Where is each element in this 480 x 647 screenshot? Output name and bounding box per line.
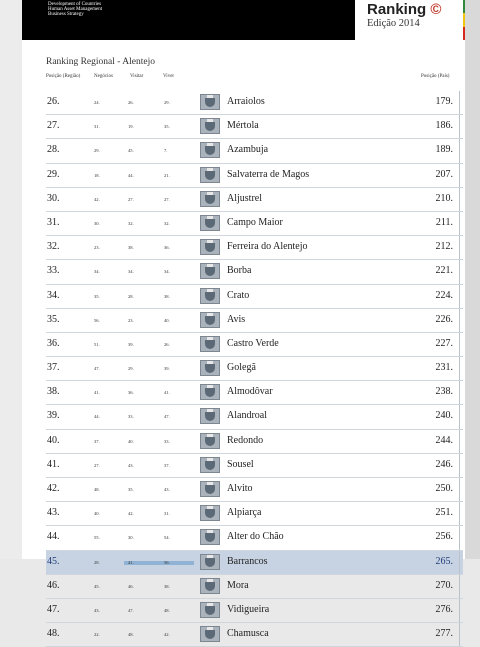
visitar-rank: 30. xyxy=(128,535,134,541)
regional-position: 29. xyxy=(47,168,60,180)
visitar-rank: 44. xyxy=(128,172,134,178)
regional-position: 46. xyxy=(47,579,60,591)
visitar-rank: 33. xyxy=(128,414,134,420)
column-divider xyxy=(459,454,460,477)
national-position: 211. xyxy=(435,216,453,228)
coat-of-arms-shield xyxy=(200,167,220,183)
column-divider xyxy=(459,623,460,646)
national-position: 221. xyxy=(435,265,453,277)
regional-position: 42. xyxy=(47,483,60,494)
negocios-rank: 48. xyxy=(94,487,100,492)
coat-of-arms-icon xyxy=(199,457,221,473)
municipality-name: Borba xyxy=(227,265,252,277)
national-position: 207. xyxy=(435,168,453,180)
municipality-name: Alter do Chão xyxy=(227,531,284,543)
negocios-rank: 43. xyxy=(94,607,100,613)
national-position: 256. xyxy=(435,531,453,543)
regional-position: 45. xyxy=(47,555,60,567)
coat-of-arms-shield xyxy=(200,94,220,110)
column-divider xyxy=(459,164,460,187)
page-margin-left xyxy=(0,0,22,559)
coat-of-arms-icon xyxy=(199,626,221,642)
column-divider xyxy=(459,188,460,211)
negocios-rank: 55. xyxy=(94,535,100,541)
national-position: 276. xyxy=(435,603,453,615)
negocios-rank: 30. xyxy=(94,220,100,226)
viver-rank: 41. xyxy=(164,390,170,396)
table-row xyxy=(46,236,463,260)
coat-of-arms-shield xyxy=(200,457,220,473)
regional-position: 35. xyxy=(47,313,60,325)
coat-of-arms-shield xyxy=(200,191,220,207)
column-divider xyxy=(459,115,460,138)
visitar-rank: 26. xyxy=(128,100,134,105)
visitar-rank: 19. xyxy=(128,124,134,130)
viver-rank: 33. xyxy=(164,438,170,444)
col-header-national: Posição (País) xyxy=(421,74,450,79)
table-row xyxy=(46,285,463,309)
negocios-rank: 45. xyxy=(94,583,100,589)
column-divider xyxy=(459,478,460,501)
regional-position: 36. xyxy=(47,337,60,349)
national-position: 224. xyxy=(435,289,453,301)
viver-rank: 32. xyxy=(164,220,170,226)
regional-position: 34. xyxy=(47,289,60,301)
coat-of-arms-icon xyxy=(199,408,221,424)
national-position: 238. xyxy=(435,386,453,398)
visitar-rank: 43. xyxy=(128,462,134,468)
column-divider xyxy=(459,502,460,525)
regional-position: 48. xyxy=(47,628,60,640)
column-divider xyxy=(459,236,460,259)
visitar-rank: 40. xyxy=(128,438,134,444)
visitar-rank: 28. xyxy=(128,293,134,299)
regional-position: 37. xyxy=(47,362,60,374)
municipality-name: Azambuja xyxy=(227,144,269,156)
column-divider xyxy=(459,285,460,308)
col-header-viver: Viver xyxy=(163,74,175,79)
table-row xyxy=(46,357,463,381)
viver-rank: 40. xyxy=(164,317,170,323)
national-position: 227. xyxy=(435,337,453,349)
brand-title xyxy=(367,1,441,18)
national-position: 270. xyxy=(435,579,453,591)
national-position: 210. xyxy=(435,192,453,204)
visitar-rank: 27. xyxy=(128,196,134,202)
column-divider xyxy=(459,212,460,235)
coat-of-arms-icon xyxy=(199,142,221,158)
visitar-rank: 42. xyxy=(128,511,134,517)
table-row xyxy=(46,139,463,163)
table-row xyxy=(46,381,463,405)
brand-name: Ranking xyxy=(367,1,427,18)
viver-rank: 43. xyxy=(164,487,170,492)
regional-position: 44. xyxy=(47,531,60,543)
negocios-rank: 24. xyxy=(94,100,100,105)
national-position: 226. xyxy=(435,313,453,325)
col-header-regional: Posição (Região) xyxy=(46,74,81,79)
table-row xyxy=(46,164,463,188)
coat-of-arms-shield xyxy=(200,626,220,642)
visitar-rank: 34. xyxy=(128,269,134,275)
regional-position: 27. xyxy=(47,120,60,132)
national-position: 251. xyxy=(435,507,453,519)
national-position: 240. xyxy=(435,410,453,422)
viver-rank: 38. xyxy=(164,293,170,299)
municipality-name: Aljustrel xyxy=(227,192,262,204)
flag-stripe xyxy=(463,13,465,26)
regional-position: 30. xyxy=(47,192,60,204)
coat-of-arms-shield xyxy=(200,118,220,134)
viver-rank: 35. xyxy=(164,124,170,130)
visitar-rank: 32. xyxy=(128,220,134,226)
municipality-name: Alandroal xyxy=(227,410,267,422)
coat-of-arms-icon xyxy=(199,215,221,231)
municipality-name: Vidigueira xyxy=(227,603,270,615)
section-title: Ranking Regional - Alentejo xyxy=(46,57,155,67)
municipality-name: Alvito xyxy=(227,483,253,494)
table-row xyxy=(46,599,463,623)
national-position: 179. xyxy=(435,96,453,107)
viver-rank: 38. xyxy=(164,583,170,589)
national-position: 250. xyxy=(435,483,453,494)
regional-position: 26. xyxy=(47,96,60,107)
negocios-rank: 31. xyxy=(94,124,100,130)
copyright-mark: © xyxy=(430,1,442,18)
negocios-rank: 47. xyxy=(94,366,100,372)
negocios-rank: 29. xyxy=(94,148,100,154)
regional-position: 47. xyxy=(47,603,60,615)
table-row xyxy=(46,551,463,575)
coat-of-arms-shield xyxy=(200,239,220,255)
municipality-name: Campo Maior xyxy=(227,216,283,228)
municipality-name: Avis xyxy=(227,313,246,325)
coat-of-arms-shield xyxy=(200,408,220,424)
visitar-rank: 46. xyxy=(128,583,134,589)
municipality-name: Chamusca xyxy=(227,628,269,640)
highlight-bar xyxy=(124,561,194,565)
municipality-name: Barrancos xyxy=(227,555,268,567)
regional-position: 32. xyxy=(47,241,60,253)
regional-position: 28. xyxy=(47,144,60,156)
negocios-rank: 22. xyxy=(94,632,100,638)
table-row xyxy=(46,575,463,599)
national-position: 265. xyxy=(435,555,453,567)
negocios-rank: 56. xyxy=(94,317,100,323)
coat-of-arms-icon xyxy=(199,529,221,545)
page-margin-right xyxy=(465,0,480,559)
coat-of-arms-shield xyxy=(200,384,220,400)
org-line: Development of Countries xyxy=(48,2,102,7)
col-header-visitar: Visitar xyxy=(130,74,144,79)
national-position: 212. xyxy=(435,241,453,253)
column-divider xyxy=(459,381,460,404)
coat-of-arms-icon xyxy=(199,191,221,207)
column-divider xyxy=(459,333,460,356)
regional-position: 39. xyxy=(47,410,60,422)
regional-position: 41. xyxy=(47,458,60,470)
coat-of-arms-shield xyxy=(200,505,220,521)
table-row xyxy=(46,430,463,454)
ranking-document xyxy=(22,0,465,640)
coat-of-arms-shield xyxy=(200,360,220,376)
visitar-rank: 23. xyxy=(128,317,134,323)
visitar-rank: 29. xyxy=(128,366,134,372)
coat-of-arms-shield xyxy=(200,554,220,570)
municipality-name: Golegã xyxy=(227,362,256,374)
visitar-rank: 45. xyxy=(128,148,134,154)
national-position: 231. xyxy=(435,362,453,374)
table-row xyxy=(46,526,463,550)
coat-of-arms-icon xyxy=(199,118,221,134)
negocios-rank: 41. xyxy=(94,390,100,396)
viver-rank: 7. xyxy=(164,148,168,154)
viver-rank: 39. xyxy=(164,366,170,372)
flag-stripe xyxy=(463,27,465,40)
coat-of-arms-shield xyxy=(200,481,220,497)
column-divider xyxy=(459,91,460,114)
negocios-rank: 34. xyxy=(94,269,100,275)
col-header-negocios: Negócios xyxy=(94,74,113,79)
org-line: Business Strategy xyxy=(48,12,84,18)
visitar-rank: 41. xyxy=(128,559,134,565)
coat-of-arms-icon xyxy=(199,360,221,376)
national-position: 277. xyxy=(435,628,453,640)
ranking-table xyxy=(46,91,463,647)
municipality-name: Arraiolos xyxy=(227,96,265,107)
viver-rank: 42. xyxy=(164,632,170,638)
table-row xyxy=(46,333,463,357)
regional-position: 33. xyxy=(47,265,60,277)
coat-of-arms-icon xyxy=(199,263,221,279)
column-divider xyxy=(459,139,460,162)
table-row xyxy=(46,478,463,502)
header-banner xyxy=(22,0,355,40)
edition-label: Edição 2014 xyxy=(367,18,420,29)
table-row xyxy=(46,212,463,236)
national-position: 244. xyxy=(435,434,453,446)
coat-of-arms-shield xyxy=(200,142,220,158)
table-row xyxy=(46,260,463,284)
coat-of-arms-icon xyxy=(199,433,221,449)
negocios-rank: 37. xyxy=(94,438,100,444)
viver-rank: 47. xyxy=(164,414,170,420)
coat-of-arms-icon xyxy=(199,578,221,594)
coat-of-arms-shield xyxy=(200,312,220,328)
table-row xyxy=(46,188,463,212)
municipality-name: Redondo xyxy=(227,434,264,446)
flag-stripe-icon xyxy=(463,0,465,40)
viver-rank: 34. xyxy=(164,269,170,275)
coat-of-arms-icon xyxy=(199,481,221,497)
negocios-rank: 35. xyxy=(94,293,100,299)
org-lines xyxy=(48,2,102,18)
coat-of-arms-icon xyxy=(199,312,221,328)
column-divider xyxy=(459,405,460,428)
viver-rank: 27. xyxy=(164,196,170,202)
negocios-rank: 18. xyxy=(94,172,100,178)
coat-of-arms-icon xyxy=(199,505,221,521)
visitar-rank: 38. xyxy=(128,245,134,251)
negocios-rank: 40. xyxy=(94,511,100,517)
coat-of-arms-icon xyxy=(199,167,221,183)
coat-of-arms-shield xyxy=(200,578,220,594)
viver-rank: 29. xyxy=(164,100,170,105)
coat-of-arms-shield xyxy=(200,336,220,352)
table-row xyxy=(46,502,463,526)
column-divider xyxy=(459,526,460,549)
column-divider xyxy=(459,260,460,283)
column-divider xyxy=(459,551,460,574)
coat-of-arms-shield xyxy=(200,263,220,279)
national-position: 189. xyxy=(435,144,453,156)
coat-of-arms-icon xyxy=(199,94,221,110)
municipality-name: Sousel xyxy=(227,458,254,470)
negocios-rank: 28. xyxy=(94,559,100,565)
municipality-name: Mora xyxy=(227,579,249,591)
viver-rank: 36. xyxy=(164,245,170,251)
negocios-rank: 23. xyxy=(94,245,100,251)
visitar-rank: 35. xyxy=(128,487,134,492)
coat-of-arms-shield xyxy=(200,433,220,449)
coat-of-arms-icon xyxy=(199,336,221,352)
municipality-name: Salvaterra de Magos xyxy=(227,168,310,180)
visitar-rank: 39. xyxy=(128,341,134,347)
table-row xyxy=(46,115,463,139)
national-position: 246. xyxy=(435,458,453,470)
visitar-rank: 47. xyxy=(128,607,134,613)
org-line: Human Asset Management xyxy=(48,7,103,13)
viver-rank: 26. xyxy=(164,341,170,347)
regional-position: 38. xyxy=(47,386,60,398)
coat-of-arms-icon xyxy=(199,239,221,255)
viver-rank: 56. xyxy=(164,559,170,565)
table-row xyxy=(46,623,463,647)
regional-position: 31. xyxy=(47,216,60,228)
negocios-rank: 44. xyxy=(94,414,100,420)
table-row xyxy=(46,454,463,478)
viver-rank: 31. xyxy=(164,511,170,517)
coat-of-arms-icon xyxy=(199,602,221,618)
negocios-rank: 27. xyxy=(94,462,100,468)
regional-position: 40. xyxy=(47,434,60,446)
negocios-rank: 42. xyxy=(94,196,100,202)
coat-of-arms-icon xyxy=(199,554,221,570)
table-row xyxy=(46,309,463,333)
viver-rank: 37. xyxy=(164,462,170,468)
national-position: 186. xyxy=(435,120,453,132)
column-divider xyxy=(459,357,460,380)
coat-of-arms-shield xyxy=(200,529,220,545)
negocios-rank: 51. xyxy=(94,341,100,347)
coat-of-arms-shield xyxy=(200,602,220,618)
viver-rank: 21. xyxy=(164,172,170,178)
column-divider xyxy=(459,575,460,598)
coat-of-arms-icon xyxy=(199,288,221,304)
municipality-name: Crato xyxy=(227,289,250,301)
viver-rank: 48. xyxy=(164,607,170,613)
visitar-rank: 36. xyxy=(128,390,134,396)
flag-stripe xyxy=(463,0,465,13)
municipality-name: Almodôvar xyxy=(227,386,273,398)
municipality-name: Alpiarça xyxy=(227,507,262,519)
column-divider xyxy=(459,599,460,622)
table-row xyxy=(46,91,463,115)
coat-of-arms-shield xyxy=(200,215,220,231)
regional-position: 43. xyxy=(47,507,60,519)
column-divider xyxy=(459,430,460,453)
visitar-rank: 48. xyxy=(128,632,134,638)
municipality-name: Castro Verde xyxy=(227,337,279,349)
viver-rank: 54. xyxy=(164,535,170,541)
municipality-name: Mértola xyxy=(227,120,259,132)
column-divider xyxy=(459,309,460,332)
coat-of-arms-icon xyxy=(199,384,221,400)
coat-of-arms-shield xyxy=(200,288,220,304)
table-row xyxy=(46,405,463,429)
municipality-name: Ferreira do Alentejo xyxy=(227,241,308,253)
